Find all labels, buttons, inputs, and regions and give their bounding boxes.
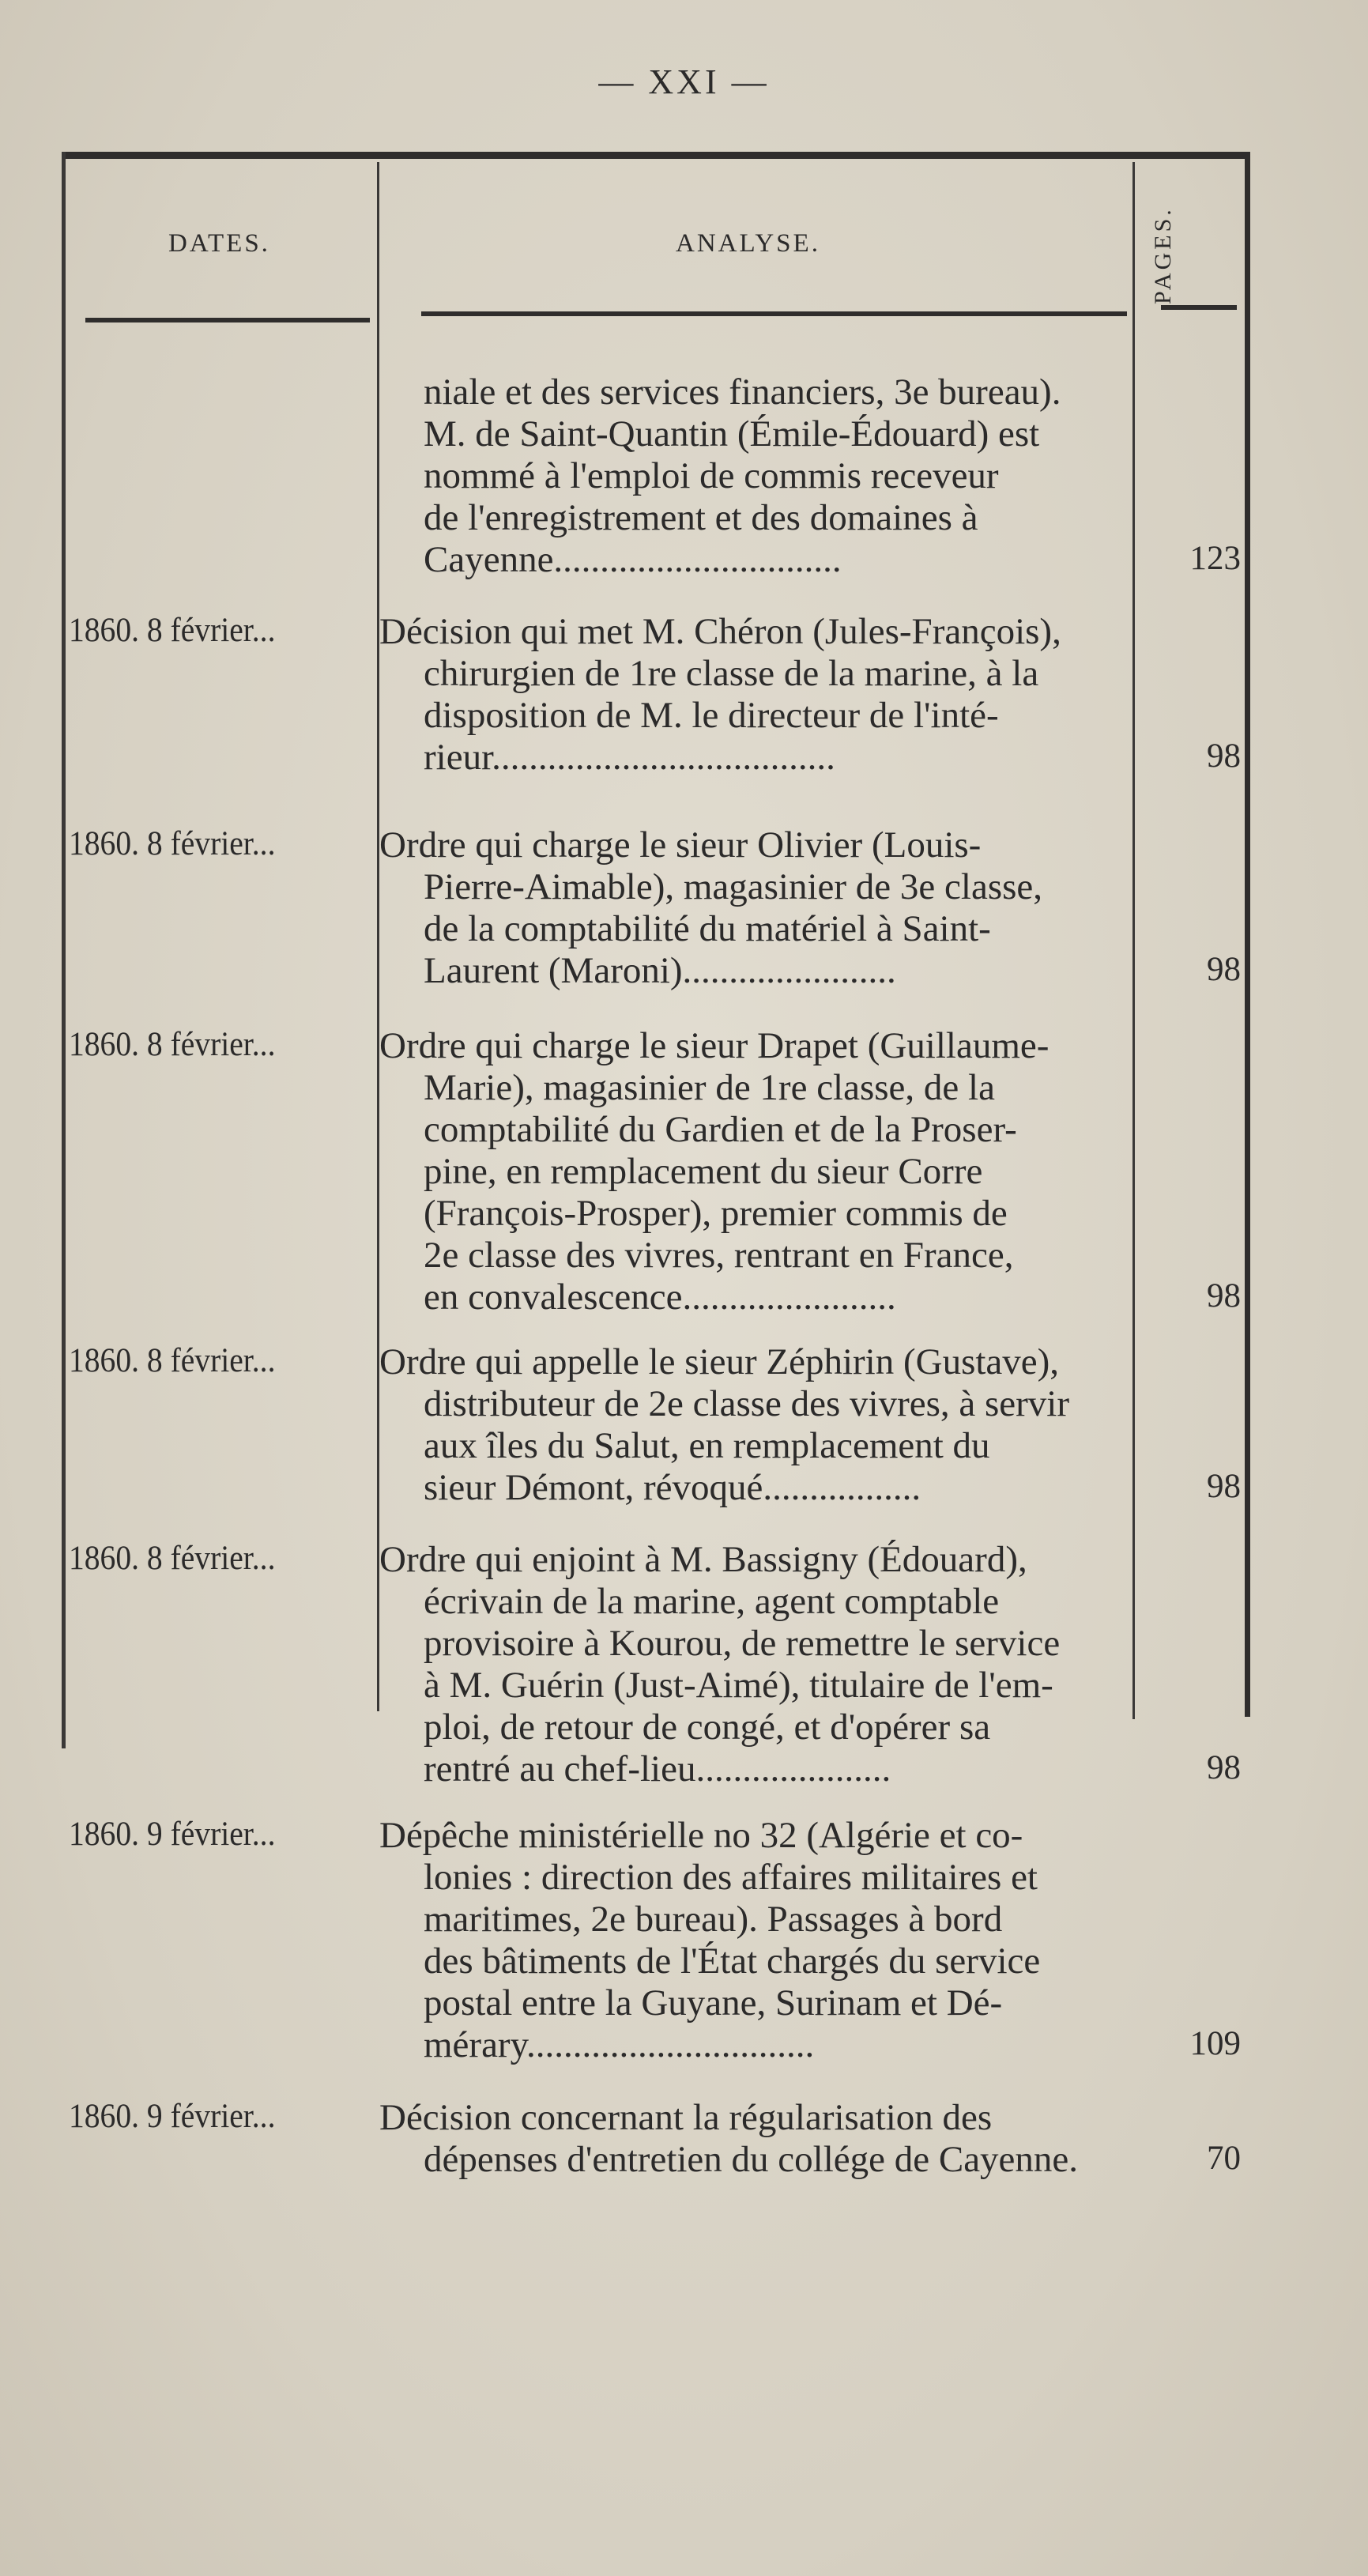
- entry-date: 1860. 8 février...: [69, 1540, 276, 1577]
- entry-date: 1860. 9 février...: [69, 2098, 276, 2135]
- analysis-line: chirurgien de 1re classe de la marine, à la: [424, 653, 1039, 694]
- analysis-line: sieur Démont, révoqué.................: [424, 1467, 921, 1508]
- entry-date: 1860. 9 février...: [69, 1816, 276, 1853]
- analysis-line: de l'enregistrement et des domaines à: [424, 497, 978, 538]
- analysis-text: [379, 1815, 1130, 2066]
- page-number: 98: [1207, 1749, 1241, 1786]
- analysis-line: Laurent (Maroni).......................: [424, 950, 896, 991]
- analysis-text: [379, 611, 1130, 779]
- analysis-line: maritimes, 2e bureau). Passages à bord: [424, 1899, 1003, 1940]
- analysis-text: [379, 824, 1130, 992]
- analysis-line: pine, en remplacement du sieur Corre: [424, 1151, 983, 1192]
- analysis-line: comptabilité du Gardien et de la Proser-: [424, 1109, 1017, 1150]
- analysis-text: [379, 1025, 1130, 1318]
- entry-date: 1860. 8 février...: [69, 1026, 276, 1063]
- table-left-border: [62, 152, 66, 1748]
- page-number: 98: [1207, 1468, 1241, 1505]
- analysis-line: mérary...............................: [424, 2024, 815, 2065]
- column-divider-pages: [1132, 162, 1135, 1719]
- analysis-line: niale et des services financiers, 3e bureau).: [424, 372, 1061, 413]
- analysis-line: rieur.....................................: [424, 737, 835, 778]
- page-number: 98: [1207, 1277, 1241, 1314]
- analysis-line: Décision qui met M. Chéron (Jules-François),: [379, 611, 1061, 652]
- entry-date: 1860. 8 février...: [69, 825, 276, 862]
- analysis-line: en convalescence.......................: [424, 1277, 896, 1318]
- column-header-pages: PAGES.: [1150, 206, 1176, 304]
- header-rule-pages: [1161, 305, 1237, 310]
- analysis-line: Ordre qui appelle le sieur Zéphirin (Gustave),: [379, 1341, 1060, 1382]
- analysis-line: distributeur de 2e classe des vivres, à servir: [424, 1383, 1070, 1424]
- analysis-line: aux îles du Salut, en remplacement du: [424, 1425, 990, 1466]
- page-number: 70: [1207, 2140, 1241, 2177]
- page-number: 109: [1189, 2025, 1241, 2062]
- analysis-line: dépenses d'entretien du collége de Cayenne.: [424, 2139, 1079, 2180]
- analysis-line: Ordre qui charge le sieur Olivier (Louis-: [379, 824, 982, 866]
- analysis-line: disposition de M. le directeur de l'inté-: [424, 695, 999, 736]
- analysis-line: lonies : direction des affaires militaires et: [424, 1857, 1038, 1898]
- analysis-line: Décision concernant la régularisation des: [379, 2097, 993, 2138]
- analysis-line: 2e classe des vivres, rentrant en France,: [424, 1235, 1014, 1276]
- analysis-line: nommé à l'emploi de commis receveur: [424, 455, 999, 496]
- analysis-text: [379, 1539, 1130, 1790]
- column-header-dates: DATES.: [168, 229, 270, 258]
- analysis-line: à M. Guérin (Just-Aimé), titulaire de l'em-: [424, 1665, 1053, 1706]
- page-number: 98: [1207, 737, 1241, 775]
- analysis-text: [379, 1341, 1130, 1509]
- entry-date: 1860. 8 février...: [69, 1342, 276, 1379]
- analysis-line: rentré au chef-lieu.....................: [424, 1748, 891, 1790]
- analysis-line: M. de Saint-Quantin (Émile-Édouard) est: [424, 413, 1040, 454]
- column-header-analyse: ANALYSE.: [676, 229, 820, 258]
- page-number: 123: [1189, 540, 1241, 577]
- analysis-line: Pierre-Aimable), magasinier de 3e classe,: [424, 866, 1043, 907]
- analysis-line: de la comptabilité du matériel à Saint-: [424, 908, 991, 949]
- header-rule-dates: [85, 318, 370, 322]
- analysis-line: ploi, de retour de congé, et d'opérer sa: [424, 1707, 991, 1748]
- analysis-line: (François-Prosper), premier commis de: [424, 1193, 1008, 1234]
- entry-date: 1860. 8 février...: [69, 612, 276, 649]
- analysis-line: écrivain de la marine, agent comptable: [424, 1581, 1000, 1622]
- running-head: — XXI —: [598, 62, 770, 101]
- analysis-line: Cayenne...............................: [424, 539, 842, 580]
- analysis-line: postal entre la Guyane, Surinam et Dé-: [424, 1982, 1003, 2023]
- analysis-line: provisoire à Kourou, de remettre le service: [424, 1623, 1061, 1664]
- header-rule-analyse: [421, 311, 1127, 316]
- analysis-text: [379, 2097, 1130, 2181]
- analysis-line: Dépêche ministérielle no 32 (Algérie et co-: [379, 1815, 1023, 1856]
- page-number: 98: [1207, 951, 1241, 988]
- table-right-border: [1245, 152, 1250, 1717]
- analysis-line: des bâtiments de l'État chargés du service: [424, 1940, 1041, 1982]
- analysis-line: Ordre qui enjoint à M. Bassigny (Édouard),: [379, 1539, 1027, 1580]
- analysis-text: [379, 372, 1130, 581]
- analysis-line: Marie), magasinier de 1re classe, de la: [424, 1067, 995, 1108]
- analysis-line: Ordre qui charge le sieur Drapet (Guillaume-: [379, 1025, 1050, 1066]
